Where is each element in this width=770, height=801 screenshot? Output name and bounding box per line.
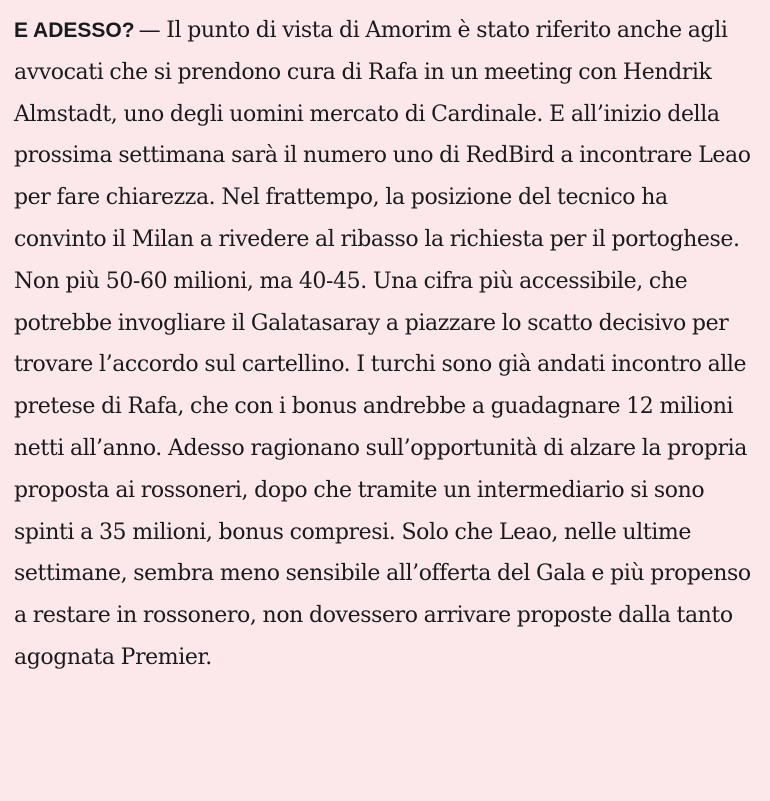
section-kicker: E ADESSO? bbox=[14, 19, 135, 42]
article-body-text: Il punto di vista di Amorim è stato riferito anche agli avvocati che si prendono cura di Rafa in un meeting con Hendrik Almstadt, uno degli uomini mercato di Cardinale. E all’inizio della prossima settimana sarà il numero uno di RedBird a incontrare Leao per fare chiarezza. Nel frattempo, la posizione del tecnico ha convinto il Milan a rivedere al ribasso la richiesta per il portoghese. Non più 50-60 milioni, ma 40-45. Una cifra più accessibile, che potrebbe invogliare il Galatasaray a piazzare lo scatto decisivo per trovare l’accordo sul cartellino. I turchi sono già andati incontro alle pretese di Rafa, che con i bonus andrebbe a guadagnare 12 milioni netti all’anno. Adesso ragionano sull’opportunità di alzare la propria proposta ai rossoneri, dopo che tramite un intermediario si sono spinti a 35 milioni, bonus compresi. Solo che Leao, nelle ultime settimane, sembra meno sensibile all’offerta del Gala e più propenso a restare in rossonero, non dovessero arrivare proposte dalla tanto agognata Premier. bbox=[14, 18, 751, 670]
article-paragraph bbox=[14, 10, 764, 679]
kicker-separator: — bbox=[138, 18, 161, 43]
